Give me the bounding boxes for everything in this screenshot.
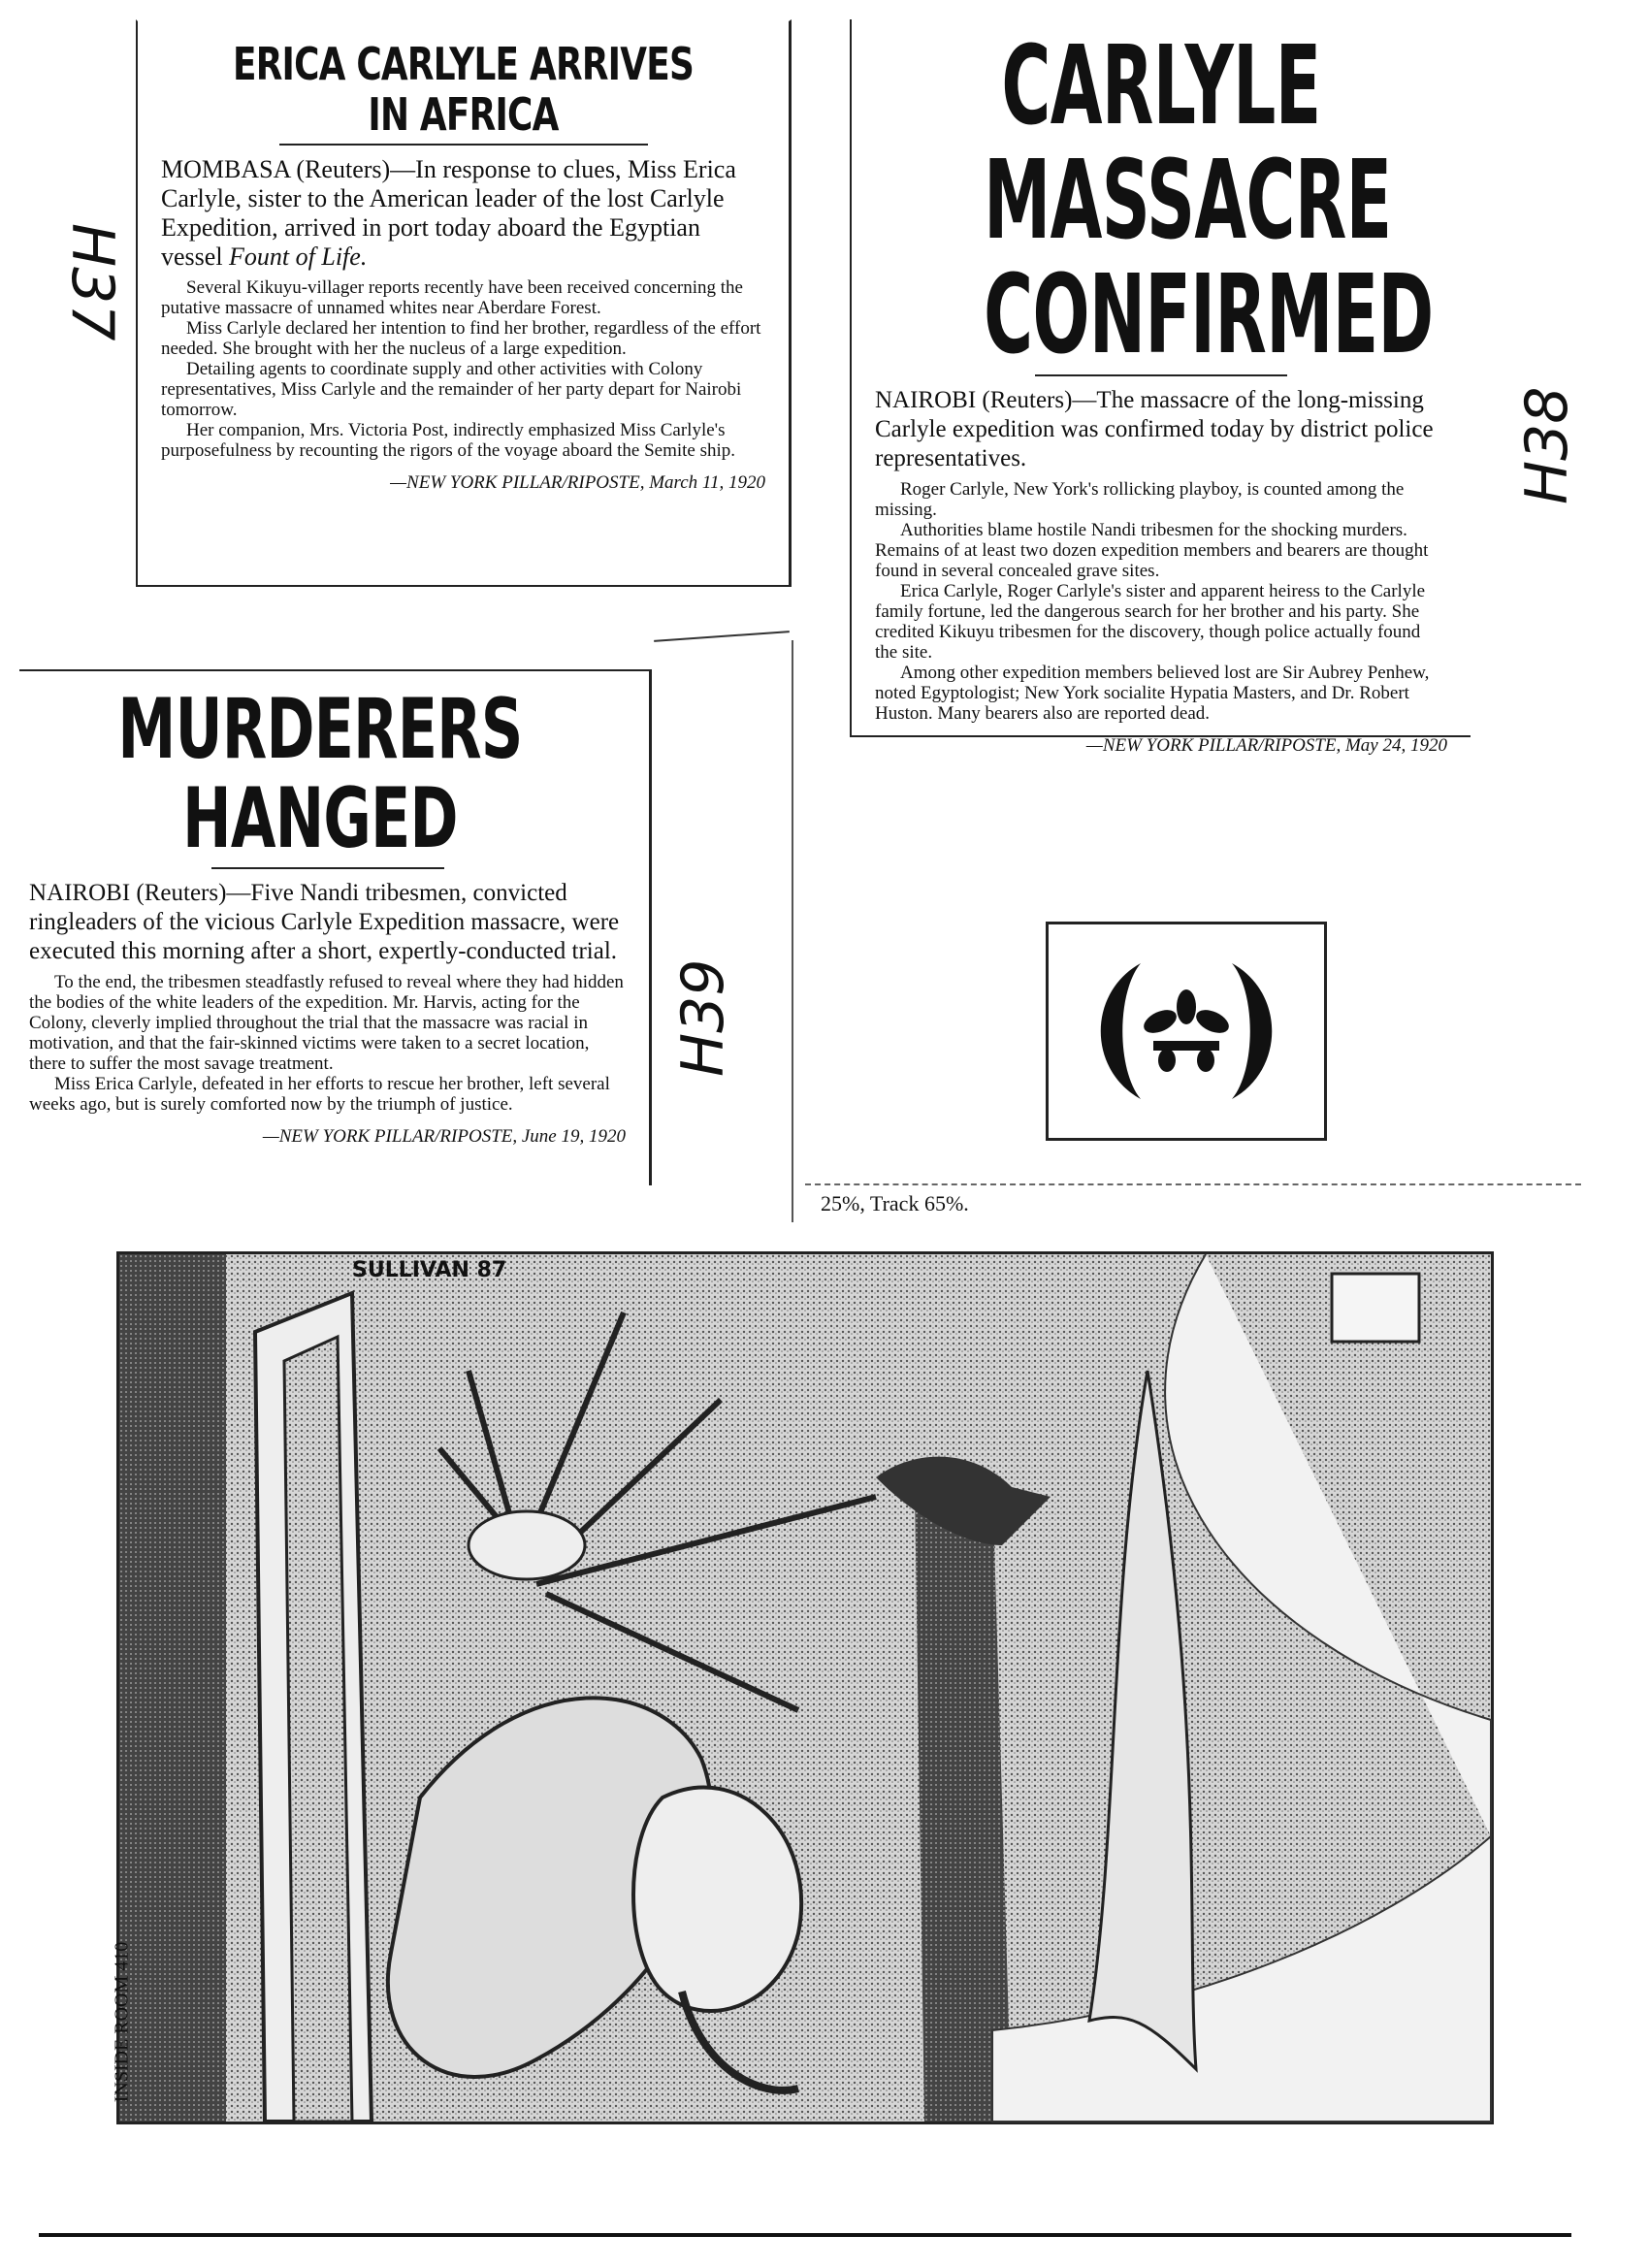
scan-line (805, 1183, 1581, 1185)
lead-paragraph: NAIROBI (Reuters)—Five Nandi tribesmen, convicted ringleaders of the vicious Carlyle Expedition massacre, were executed this morning after a short, expertly-conducted trial. (29, 880, 620, 964)
paragraph: Miss Carlyle declared her intention to find her brother, regardless of the effort needed. She brought with her the nucleus of a large expedition. (161, 318, 761, 359)
paragraph: Erica Carlyle, Roger Carlyle's sister and apparent heiress to the Carlyle family fortune, led the dangerous search for her brother and his party. She credited Kikuyu tribesmen for the discovery, though police actually found the site. (875, 581, 1426, 663)
lead-paragraph: MOMBASA (Reuters)—In response to clues, Miss Erica Carlyle, sister to the American leader of the lost Carlyle Expedition, arrived in port today aboard the Egyptian vessel Fount of Life. (161, 155, 736, 271)
artist-signature: SULLIVAN 87 (352, 1258, 507, 1282)
paragraph: Roger Carlyle, New York's rollicking playboy, is counted among the missing. (875, 479, 1405, 520)
illustration-panel (111, 1251, 1494, 2124)
credit-line: —NEW YORK PILLAR/RIPOSTE, June 19, 1920 (262, 1126, 626, 1147)
paragraph: Miss Erica Carlyle, defeated in her efforts to rescue her brother, left several weeks ago, but is surely comforted now by the triumph of justice. (29, 1074, 610, 1115)
scan-line (654, 631, 790, 642)
headline: MURDERERS HANGED (117, 681, 523, 867)
paragraph: Detailing agents to coordinate supply and other activities with Colony representatives, Miss Carlyle and the remainder of her party depart for Nairobi tomorrow. (161, 359, 742, 420)
sign-symbol-icon (1049, 924, 1324, 1138)
paragraph: Authorities blame hostile Nandi tribesmen for the shocking murders. Remains of at least two dozen expedition members and bearers are thought found in several concealed grave sites. (875, 520, 1429, 581)
scan-line (792, 640, 793, 1222)
paragraph: Among other expedition members believed lost are Sir Aubrey Penhew, noted Egyptologist; New York socialite Hypatia Masters, and Dr. Robert Huston. Many bearers also are reported dead. (875, 663, 1430, 724)
headline: ERICA CARLYLE ARRIVES IN AFRICA (232, 38, 695, 141)
print-note: 25%, Track 65%. (821, 1191, 969, 1215)
scan-edge (39, 2233, 1571, 2237)
paragraph: To the end, the tribesmen steadfastly refused to reveal where they had hidden the bodies of the white leaders of the expedition. Mr. Harvis, acting for the Colony, cleverly implied throughout the trial that the massacre was racial in motivation, and that the fair-skinned victims were taken to a secret location, there to suffer the most savage treatment. (29, 972, 624, 1074)
credit-line: —NEW YORK PILLAR/RIPOSTE, March 11, 1920 (390, 472, 765, 493)
handwritten-note: H39 (669, 958, 737, 1077)
clipping-erica-arrives (136, 19, 792, 587)
divider (279, 144, 648, 146)
paragraph: Her companion, Mrs. Victoria Post, indirectly emphasized Miss Carlyle's purposefulness by recounting the rigors of the voyage aboard the Semite ship. (161, 420, 736, 461)
clipping-murderers-hanged (19, 669, 652, 1185)
headline: CARLYLE MASSACRE CONFIRMED (984, 23, 1434, 378)
paragraph: Several Kikuyu-villager reports recently have been received concerning the putative massacre of unnamed whites near Aberdare Forest. (161, 277, 743, 318)
side-caption: INSIDE ROOM 410 (111, 1941, 133, 2103)
credit-line: —NEW YORK PILLAR/RIPOSTE, May 24, 1920 (1085, 735, 1447, 756)
divider (211, 867, 444, 869)
clipping-massacre-confirmed (850, 19, 1471, 756)
handwritten-note: H37 (58, 223, 126, 341)
lead-paragraph: NAIROBI (Reuters)—The massacre of the long-missing Carlyle expedition was confirmed today by district police representatives. (875, 387, 1434, 471)
murder-scene-illustration (119, 1254, 1491, 2122)
symbol-box (1046, 922, 1327, 1141)
handwritten-note: H38 (1513, 386, 1581, 504)
